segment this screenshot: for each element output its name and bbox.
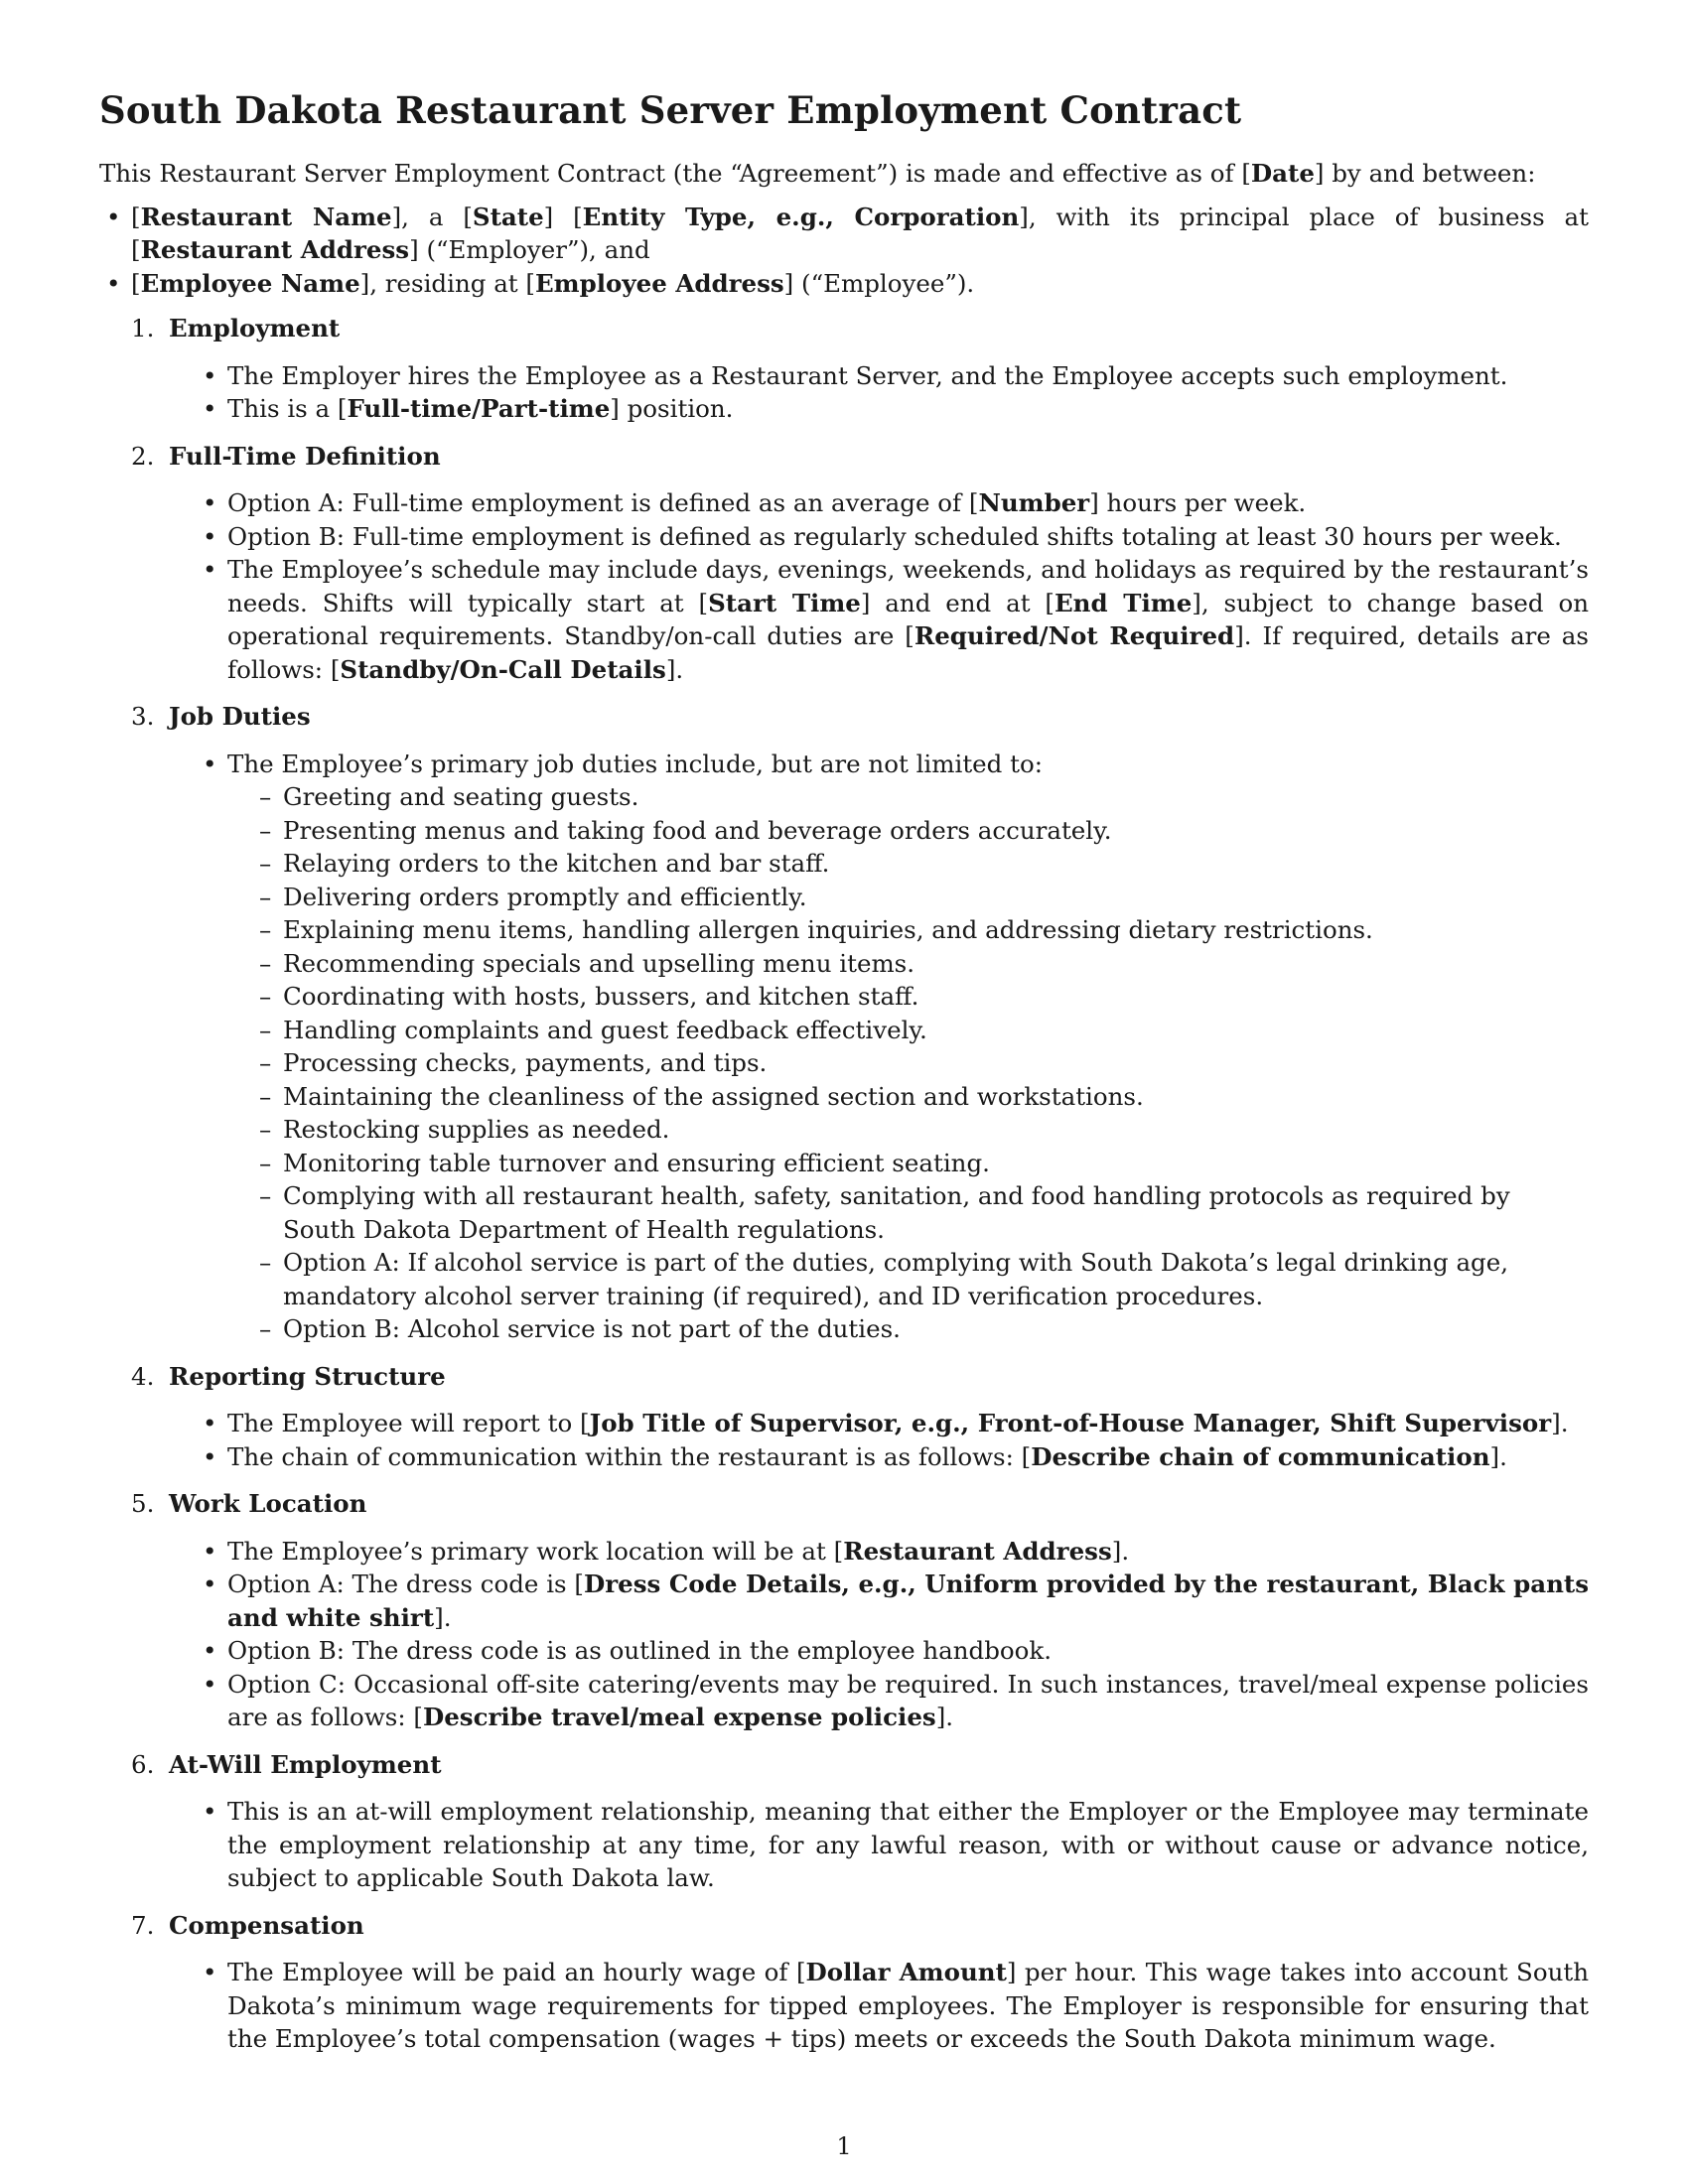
section-heading xyxy=(99,1909,1589,1943)
duty-item: – Restocking supplies as needed. xyxy=(259,1113,1589,1147)
section-bullets xyxy=(99,1407,1589,1473)
section-bullets xyxy=(99,359,1589,426)
list-item: • The Employee will be paid an hourly wage of [Dollar Amount] per hour. This wage takes into account South Dakota’s minimum wage requirements for tipped employees. The Employer is responsible for ensuring that the Employee’s total compensation (wages + tips) meets or exceeds the South Dakota minimum wage. xyxy=(196,1956,1589,2056)
section-number: 4. xyxy=(131,1361,155,1391)
party-employee: • [Employee Name], residing at [Employee Address] (“Employee”). xyxy=(99,267,1589,301)
state-placeholder: State xyxy=(472,202,544,231)
section-title: Compensation xyxy=(169,1910,364,1940)
employment-type-placeholder: Full-time/Part-time xyxy=(347,394,611,423)
dress-code-placeholder: Dress Code Details, e.g., Uniform provided by the restaurant, Black pants and white shirt xyxy=(227,1570,1590,1632)
employee-address-placeholder: Employee Address xyxy=(535,268,784,298)
section-reporting-structure xyxy=(99,1360,1589,1474)
duty-item: – Presenting menus and taking food and beverage orders accurately. xyxy=(259,814,1589,848)
section-work-location xyxy=(99,1487,1589,1734)
section-title: Work Location xyxy=(169,1489,367,1518)
list-item: • Option A: The dress code is [Dress Code Details, e.g., Uniform provided by the restaurant, Black pants and white shirt]. xyxy=(196,1568,1589,1634)
section-heading xyxy=(99,312,1589,345)
duty-item: – Complying with all restaurant health, safety, sanitation, and food handling protocols as required by South Dakota Department of Health regulations. xyxy=(259,1179,1589,1246)
section-number: 5. xyxy=(131,1489,155,1518)
contract-sections xyxy=(99,312,1589,2056)
section-number: 2. xyxy=(131,441,155,471)
entity-type-placeholder: Entity Type, e.g., Corporation xyxy=(582,202,1020,231)
contract-page xyxy=(99,87,1589,2070)
party-list xyxy=(99,201,1589,301)
section-number: 7. xyxy=(131,1910,155,1940)
duty-item: – Greeting and seating guests. xyxy=(259,780,1589,814)
list-item: • The Employee’s schedule may include days, evenings, weekends, and holidays as required by the restaurant’s needs. Shifts will typically start at [Start Time] and end at [End Time], subject to change based on operational requirements. Standby/on-call duties are [Required/Not Required]. If required, details are as follows: [Standby/On-Call Details]. xyxy=(196,553,1589,686)
party-employer: • [Restaurant Name], a [State] [Entity Type, e.g., Corporation], with its principal place of business at [Restaurant Address] (“Employer”), and xyxy=(99,201,1589,267)
duty-item: – Monitoring table turnover and ensuring efficient seating. xyxy=(259,1147,1589,1180)
employee-name-placeholder: Employee Name xyxy=(140,268,360,298)
section-heading xyxy=(99,1360,1589,1394)
duty-item: – Processing checks, payments, and tips. xyxy=(259,1046,1589,1080)
section-title: Employment xyxy=(169,314,341,342)
standby-details-placeholder: Standby/On-Call Details xyxy=(340,654,666,684)
document-title: South Dakota Restaurant Server Employment Contract xyxy=(99,88,1242,132)
list-item: • Option C: Occasional off-site catering/events may be required. In such instances, travel/meal expense policies are as follows: [Describe travel/meal expense policies]. xyxy=(196,1668,1589,1734)
section-title: Full-Time Definition xyxy=(169,441,441,471)
list-item: • The chain of communication within the restaurant is as follows: [Describe chain of communication]. xyxy=(196,1440,1589,1474)
list-item: • The Employee will report to [Job Title of Supervisor, e.g., Front-of-House Manager, Shift Supervisor]. xyxy=(196,1407,1589,1440)
wage-amount-placeholder: Dollar Amount xyxy=(805,1958,1007,1986)
section-heading xyxy=(99,1487,1589,1521)
list-item: • This is a [Full-time/Part-time] position. xyxy=(196,392,1589,426)
section-title: Job Duties xyxy=(169,702,311,731)
list-item: • The Employee’s primary work location will be at [Restaurant Address]. xyxy=(196,1535,1589,1569)
page-number: 1 xyxy=(836,2132,852,2160)
section-bullets xyxy=(99,748,1589,1346)
section-full-time-definition xyxy=(99,440,1589,687)
duties-list xyxy=(227,780,1589,1346)
start-time-placeholder: Start Time xyxy=(708,588,861,617)
restaurant-name-placeholder: Restaurant Name xyxy=(140,202,392,231)
section-bullets xyxy=(99,1956,1589,2056)
date-placeholder: Date xyxy=(1250,159,1315,188)
section-number: 3. xyxy=(131,702,155,731)
list-item: • Option A: Full-time employment is defined as an average of [Number] hours per week. xyxy=(196,486,1589,520)
standby-required-placeholder: Required/Not Required xyxy=(914,621,1235,650)
intro-paragraph: This Restaurant Server Employment Contract (the “Agreement”) is made and effective as of [Date] by and between: xyxy=(99,159,1536,188)
duty-item: – Recommending specials and upselling menu items. xyxy=(259,947,1589,981)
duty-item: – Relaying orders to the kitchen and bar staff. xyxy=(259,847,1589,881)
restaurant-address-placeholder: Restaurant Address xyxy=(140,235,410,264)
section-compensation xyxy=(99,1909,1589,2056)
end-time-placeholder: End Time xyxy=(1055,588,1193,617)
section-number: 1. xyxy=(131,314,155,342)
duty-item: – Option A: If alcohol service is part of the duties, complying with South Dakota’s legal drinking age, mandatory alcohol server training (if required), and ID verification procedures. xyxy=(259,1246,1589,1312)
section-heading xyxy=(99,700,1589,734)
list-item: • The Employee’s primary job duties include, but are not limited to: – Greeting and seating guests. – Presenting menus and taking food and beverage orders accurately. – Relaying orders to the kitchen and bar staff. – Delivering orders promptly and efficiently. – Explaining menu items, handling allergen inquiries, and addressing dietary restrictions. – Recommending specials and upselling menu items. – Coordinating with hosts, bussers, and kitchen staff. – Handling complaints and guest feedback effectively. – Processing checks, payments, and tips. – Maintaining the cleanliness of the assigned section and workstations. – Restocking supplies as needed. – Monitoring table turnover and ensuring efficient seating. – Complying with all restaurant health, safety, sanitation, and food handling protocols as required by South Dakota Department of Health regulations. – Option A: If alcohol service is part of the duties, complying with South Dakota’s legal drinking age, mandatory alcohol server training (if required), and ID verification procedures. – Option B: Alcohol service is not part of the duties. xyxy=(196,748,1589,1346)
section-number: 6. xyxy=(131,1749,155,1779)
list-item: • The Employer hires the Employee as a Restaurant Server, and the Employee accepts such employment. xyxy=(196,359,1589,393)
duty-item: – Maintaining the cleanliness of the assigned section and workstations. xyxy=(259,1080,1589,1114)
section-bullets xyxy=(99,1795,1589,1895)
list-item: • Option B: The dress code is as outlined in the employee handbook. xyxy=(196,1634,1589,1668)
duty-item: – Handling complaints and guest feedback effectively. xyxy=(259,1014,1589,1047)
expense-policy-placeholder: Describe travel/meal expense policies xyxy=(422,1703,936,1731)
section-at-will-employment xyxy=(99,1748,1589,1895)
list-item: • Option B: Full-time employment is defined as regularly scheduled shifts totaling at least 30 hours per week. xyxy=(196,520,1589,554)
duty-item: – Explaining menu items, handling allergen inquiries, and addressing dietary restrictions. xyxy=(259,913,1589,947)
section-title: At-Will Employment xyxy=(169,1749,442,1779)
chain-of-communication-placeholder: Describe chain of communication xyxy=(1031,1441,1490,1471)
section-bullets xyxy=(99,486,1589,686)
section-employment xyxy=(99,312,1589,426)
section-title: Reporting Structure xyxy=(169,1361,446,1391)
duty-item: – Option B: Alcohol service is not part of the duties. xyxy=(259,1312,1589,1346)
duty-item: – Delivering orders promptly and efficiently. xyxy=(259,881,1589,914)
hours-number-placeholder: Number xyxy=(978,488,1090,517)
list-item: • This is an at-will employment relationship, meaning that either the Employer or the Employee may terminate the employment relationship at any time, for any lawful reason, with or without cause or advance notice, subject to applicable South Dakota law. xyxy=(196,1795,1589,1895)
section-job-duties xyxy=(99,700,1589,1346)
supervisor-title-placeholder: Job Title of Supervisor, e.g., Front-of-House Manager, Shift Supervisor xyxy=(589,1409,1552,1437)
duty-item: – Coordinating with hosts, bussers, and kitchen staff. xyxy=(259,980,1589,1014)
section-bullets xyxy=(99,1535,1589,1734)
section-heading xyxy=(99,1748,1589,1782)
section-heading xyxy=(99,440,1589,474)
work-address-placeholder: Restaurant Address xyxy=(843,1536,1112,1566)
